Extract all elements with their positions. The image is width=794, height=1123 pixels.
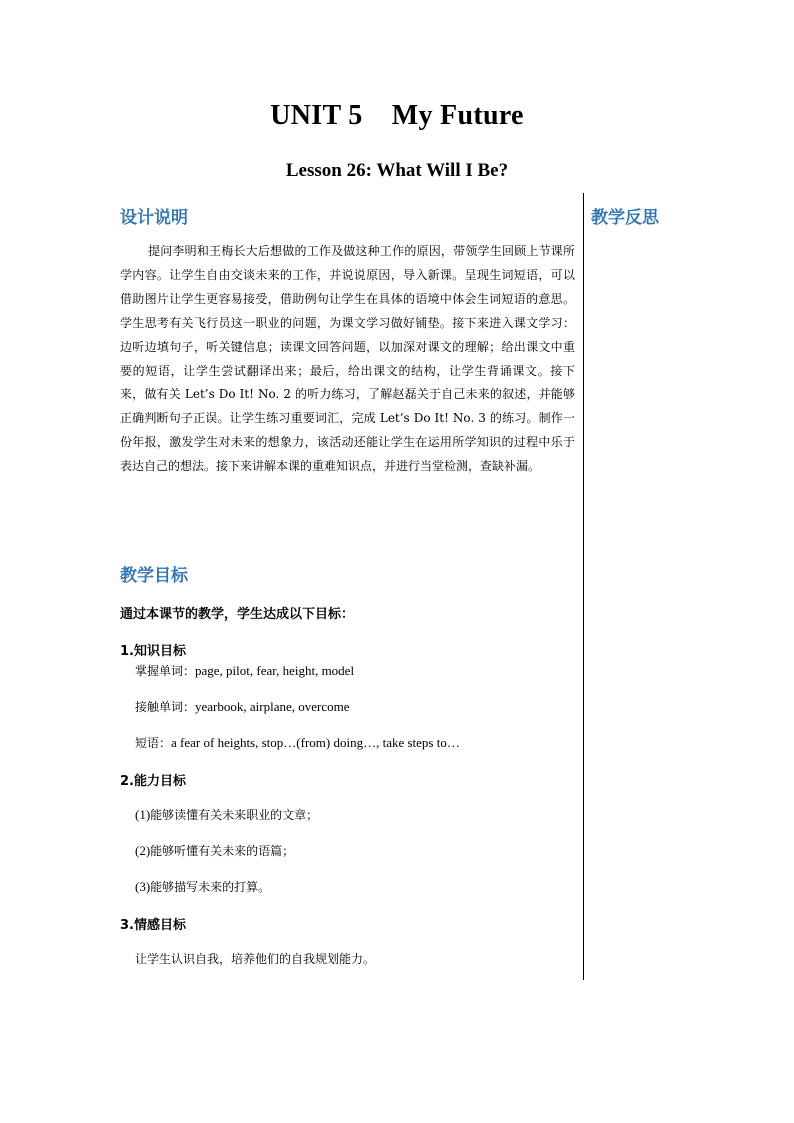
goals-heading: 教学目标: [120, 566, 188, 586]
knowledge-item-value: page, pilot, fear, height, model: [195, 663, 355, 678]
knowledge-item-value: yearbook, airplane, overcome: [195, 699, 350, 714]
ability-goal-title: 2.能力目标: [120, 774, 186, 789]
reflection-heading: 教学反思: [591, 208, 659, 228]
ability-item: [135, 842, 294, 859]
knowledge-item-contact: [135, 698, 350, 715]
emotion-goal-title: 3.情感目标: [120, 918, 186, 933]
design-heading: 设计说明: [120, 208, 188, 228]
knowledge-item-master: [135, 662, 354, 679]
unit-title: UNIT 5 My Future: [270, 100, 524, 131]
knowledge-item-phrases: [135, 734, 460, 751]
knowledge-goal-title: 1.知识目标: [120, 644, 186, 659]
ability-item-text: 能够描写未来的打算。: [150, 880, 271, 894]
ability-item-number: (3): [135, 879, 151, 894]
goals-intro: 通过本课节的教学，学生达成以下目标：: [120, 607, 355, 622]
knowledge-item-label: 短语：: [135, 736, 172, 750]
ability-item: [135, 806, 318, 823]
lesson-title: Lesson 26: What Will I Be?: [285, 160, 509, 181]
column-divider: [583, 193, 584, 980]
knowledge-item-label: 接触单词：: [135, 700, 196, 714]
ability-item-number: (2): [135, 843, 151, 858]
ability-item-number: (1): [135, 807, 151, 822]
design-paragraph: 提问李明和王梅长大后想做的工作及做这种工作的原因，带领学生回顾上节课所学内容。让学生自由交谈未来的工作，并说说原因，导入新课。呈现生词短语，可以借助图片让学生更容易接受，借助例句让学生在具体的语境中体会生词短语的意思。学生思考有关飞行员这一职业的问题，为课文学习做好铺垫。接下来进入课文学习：边听边填句子，听关键信息；读课文回答问题，以加深对课文的理解；给出课文中重要的短语，让学生尝试翻译出来；最后，给出课文的结构，让学生背诵课文。接下来，做有关 Let’s Do It! No. 2 的听力练习，了解赵磊关于自己未来的叙述，并能够正确判断句子正误。让学生练习重要词汇，完成 Let’s Do It! No. 3 的练习。制作一份年报，激发学生对未来的想象力，该活动还能让学生在运用所学知识的过程中乐于表达自己的想法。接下来讲解本课的重难知识点，并进行当堂检测，查缺补漏。: [120, 244, 575, 474]
ability-item-text: 能够读懂有关未来职业的文章；: [150, 808, 319, 822]
knowledge-item-value: a fear of heights, stop…(from) doing…, take steps to…: [171, 735, 460, 750]
ability-item: [135, 878, 270, 895]
knowledge-item-label: 掌握单词：: [135, 664, 196, 678]
ability-item-text: 能够听懂有关未来的语篇；: [150, 844, 295, 858]
emotion-goal-text: 让学生认识自我，培养他们的自我规划能力。: [135, 952, 376, 966]
